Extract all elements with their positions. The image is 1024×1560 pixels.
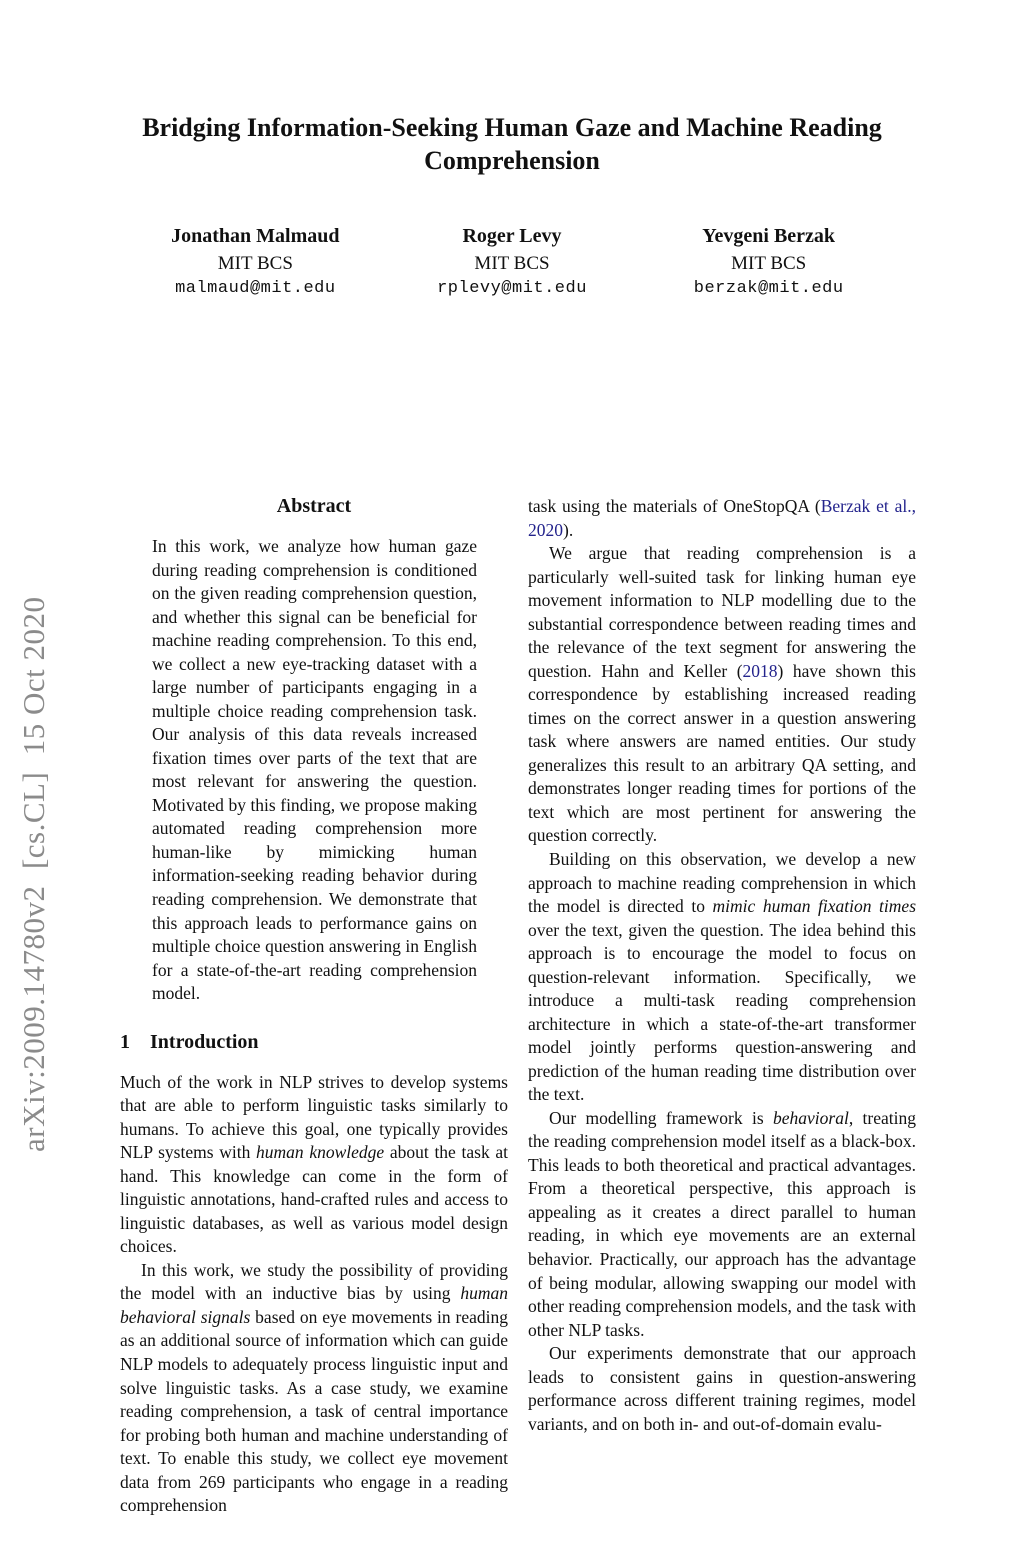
author-block [127, 225, 897, 298]
abstract-text: In this work, we analyze how human gaze during reading comprehension is conditioned on the given reading comprehension question, and whether this signal can be beneficial for machine reading comprehension. To this end, we collect a new eye-tracking dataset with a large number of participants engaging in a multiple choice reading comprehension task. Our analysis of this data reveals increased fixation times over parts of the text that are most relevant for answering the question. Motivated by this finding, we propose making automated reading comprehension more human-like by mimicking human information-seeking reading behavior during reading comprehension. We demonstrate that this approach leads to performance gains on multiple choice question answering in English for a state-of-the-art reading comprehension model. [152, 536, 477, 1004]
author-3-email: berzak@mit.edu [693, 279, 844, 298]
abstract-section [120, 495, 508, 1006]
author-1-affiliation: MIT BCS [217, 253, 293, 274]
intro-paragraph-6: Our experiments demonstrate that our approach leads to consistent gains in question-answering performance across different training regimes, model variants, and on both in- and out-of-domain evalu- [528, 1343, 916, 1434]
author-1-email: malmaud@mit.edu [175, 279, 336, 298]
author-1 [127, 225, 384, 298]
author-2-affiliation: MIT BCS [474, 253, 550, 274]
paper-title: Bridging Information-Seeking Human Gaze and Machine Reading Comprehension [142, 113, 882, 175]
author-1-name: Jonathan Malmaud [171, 225, 340, 247]
intro-paragraph-2: In this work, we study the possibility of providing the model with an inductive bias by using human behavioral signals based on eye movements in reading as an additional source of information which can guide NLP models to adequately process linguistic input and solve linguistic tasks. As a case study, we examine reading comprehension, a task of central importance for probing both human and machine understanding of text. To enable this study, we collect eye movement data from 269 participants who engage in a reading comprehension [120, 1259, 508, 1516]
author-3 [640, 225, 897, 298]
intro-paragraph-2-continued: task using the materials of OneStopQA (Berzak et al., 2020). [528, 496, 916, 540]
abstract-heading: Abstract [276, 495, 352, 517]
author-3-name: Yevgeni Berzak [702, 225, 836, 247]
section-1-number: 1 [120, 1030, 130, 1053]
author-2 [384, 225, 641, 298]
author-3-affiliation: MIT BCS [731, 253, 807, 274]
section-1-heading [120, 1031, 508, 1054]
paper-page [0, 112, 1024, 1560]
intro-paragraph-4: Building on this observation, we develop a new approach to machine reading comprehension in which the model is directed to mimic human fixation times over the text, given the question. The idea behind this approach is to encourage the model to focus on question-relevant information. Specifically, we introduce a multi-task reading comprehension architecture in which a state-of-the-art transformer model jointly performs question-answering and prediction of the human reading time distribution over the text. [528, 848, 916, 1105]
section-1-title: Introduction [150, 1030, 259, 1053]
arxiv-watermark: arXiv:2009.14780v2 [cs.CL] 15 Oct 2020 [16, 596, 51, 1153]
citation-link[interactable]: 2018 [742, 660, 778, 681]
emphasized-text: behavioral [773, 1107, 849, 1128]
intro-paragraph-1: Much of the work in NLP strives to develop systems that are able to perform linguistic tasks similarly to humans. To achieve this goal, one typically provides NLP systems with human knowledge about the task at hand. This knowledge can come in the form of linguistic annotations, hand-crafted rules and access to linguistic databases, as well as various model design choices. [120, 1071, 509, 1257]
emphasized-text: mimic human fixation times [712, 896, 916, 917]
author-2-name: Roger Levy [462, 225, 562, 247]
emphasized-text: human behavioral signals [120, 1283, 508, 1327]
author-2-email: rplevy@mit.edu [437, 279, 587, 298]
left-column [120, 495, 508, 1518]
emphasized-text: human knowledge [256, 1142, 385, 1163]
two-column-body [120, 495, 916, 1518]
intro-paragraph-3: We argue that reading comprehension is a particularly well-suited task for linking human eye movement information to NLP modelling due to the substantial correspondence between reading times and the relevance of the text segment for answering the question. Hahn and Keller (2018) have shown this correspondence by establishing increased reading times on the correct answer in a question answering task where answers are named entities. Our study generalizes this result to an arbitrary QA setting, and demonstrates longer reading times for portions of the text which are most pertinent for answering the question correctly. [528, 543, 916, 846]
right-column [528, 495, 916, 1518]
intro-paragraph-5: Our modelling framework is behavioral, treating the reading comprehension model itself as a black-box. This leads to both theoretical and practical advantages. From a theoretical perspective, this approach is appealing as it creates a direct parallel to human reading, in which eye movements are an external behavior. Practically, our approach has the advantage of being modular, allowing swapping our model with other reading comprehension models, and the task with other NLP tasks. [528, 1107, 916, 1340]
citation-link[interactable]: Berzak et al., 2020 [528, 496, 916, 540]
